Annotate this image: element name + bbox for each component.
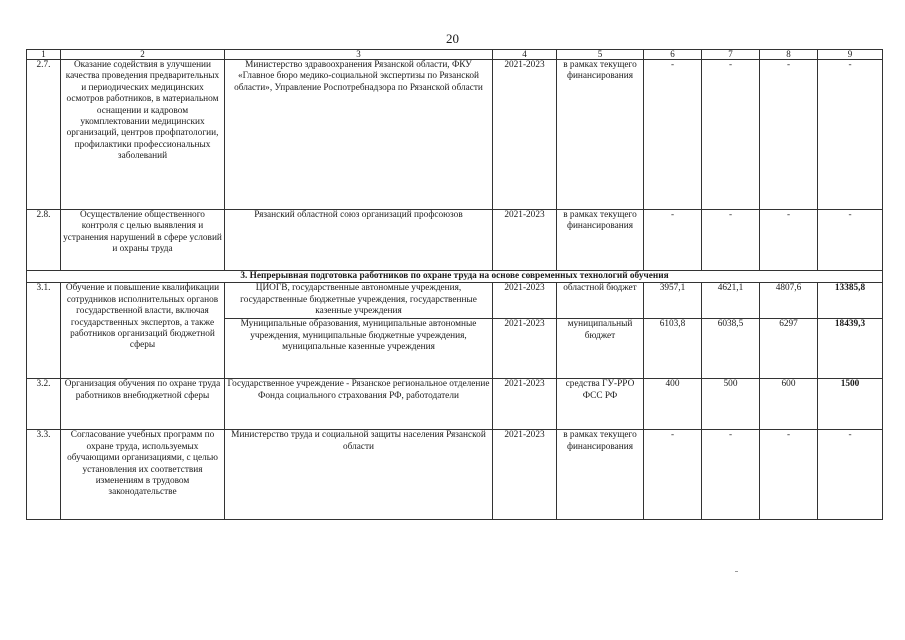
col-header-3: 3	[225, 50, 493, 60]
source-cell: в рамках текущего финансирования	[557, 430, 644, 520]
activity-cell: Организация обучения по охране труда работников внебюджетной сферы	[61, 379, 225, 430]
row-number: 3.1.	[27, 283, 61, 379]
scan-speck	[735, 571, 738, 572]
table-row	[27, 60, 883, 210]
value-cell: -	[644, 210, 702, 271]
value-cell: -	[818, 210, 883, 271]
executor-cell: Рязанский областной союз организаций профсоюзов	[225, 210, 493, 271]
period-cell: 2021-2023	[493, 283, 557, 319]
value-cell: -	[644, 430, 702, 520]
source-cell: в рамках текущего финансирования	[557, 210, 644, 271]
value-cell: -	[702, 430, 760, 520]
col-header-7: 7	[702, 50, 760, 60]
table-row	[27, 379, 883, 430]
value-cell: -	[760, 210, 818, 271]
header-row	[27, 50, 883, 60]
section-row	[27, 271, 883, 283]
executor-cell: Государственное учреждение - Рязанское региональное отделение Фонда социального страхования РФ, работодатели	[225, 379, 493, 430]
activity-cell: Обучение и повышение квалификации сотрудников исполнительных органов государственной власти, включая государственных экспертов, а также работников организаций бюджетной сферы	[61, 283, 225, 379]
value-cell: 4621,1	[702, 283, 760, 319]
value-cell: 400	[644, 379, 702, 430]
row-number: 3.3.	[27, 430, 61, 520]
col-header-8: 8	[760, 50, 818, 60]
value-cell: -	[818, 430, 883, 520]
row-number: 2.7.	[27, 60, 61, 210]
value-cell: -	[818, 60, 883, 210]
page-number: 20	[446, 31, 459, 46]
executor-cell: Министерство труда и социальной защиты населения Рязанской области	[225, 430, 493, 520]
table-row	[27, 210, 883, 271]
value-cell: -	[760, 430, 818, 520]
table-row	[27, 430, 883, 520]
total-cell: 1500	[818, 379, 883, 430]
col-header-9: 9	[818, 50, 883, 60]
activity-cell: Осуществление общественного контроля с целью выявления и устранения нарушений в сфере условий и охраны труда	[61, 210, 225, 271]
source-cell: средства ГУ-РРО ФСС РФ	[557, 379, 644, 430]
source-cell: областной бюджет	[557, 283, 644, 319]
col-header-2: 2	[61, 50, 225, 60]
row-number: 3.2.	[27, 379, 61, 430]
value-cell: -	[702, 210, 760, 271]
value-cell: 6103,8	[644, 319, 702, 379]
value-cell: 4807,6	[760, 283, 818, 319]
total-cell: 18439,3	[818, 319, 883, 379]
value-cell: 6038,5	[702, 319, 760, 379]
value-cell: 3957,1	[644, 283, 702, 319]
measures-table	[26, 49, 883, 520]
col-header-5: 5	[557, 50, 644, 60]
value-cell: -	[702, 60, 760, 210]
value-cell: 500	[702, 379, 760, 430]
value-cell: -	[644, 60, 702, 210]
period-cell: 2021-2023	[493, 319, 557, 379]
activity-cell: Оказание содействия в улучшении качества проведения предварительных и периодических медицинских осмотров работников, в материальном оснащении и кадровом укомплектовании медицинских организаций, центров профпатологии, профилактики профессиональных заболеваний	[61, 60, 225, 210]
period-cell: 2021-2023	[493, 379, 557, 430]
executor-cell: Муниципальные образования, муниципальные автономные учреждения, муниципальные бюджетные учреждения, муниципальные казенные учреждения	[225, 319, 493, 379]
col-header-1: 1	[27, 50, 61, 60]
period-cell: 2021-2023	[493, 210, 557, 271]
executor-cell: Министерство здравоохранения Рязанской области, ФКУ «Главное бюро медико-социальной экспертизы по Рязанской области», Управление Роспотребнадзора по Рязанской области	[225, 60, 493, 210]
row-number: 2.8.	[27, 210, 61, 271]
col-header-4: 4	[493, 50, 557, 60]
executor-cell: ЦИОГВ, государственные автономные учреждения, государственные бюджетные учреждения, государственные казенные учреждения	[225, 283, 493, 319]
value-cell: 6297	[760, 319, 818, 379]
value-cell: -	[760, 60, 818, 210]
section-heading: 3. Непрерывная подготовка работников по охране труда на основе современных технологий обучения	[27, 271, 883, 283]
period-cell: 2021-2023	[493, 430, 557, 520]
col-header-6: 6	[644, 50, 702, 60]
source-cell: муниципальный бюджет	[557, 319, 644, 379]
total-cell: 13385,8	[818, 283, 883, 319]
value-cell: 600	[760, 379, 818, 430]
source-cell: в рамках текущего финансирования	[557, 60, 644, 210]
period-cell: 2021-2023	[493, 60, 557, 210]
activity-cell: Согласование учебных программ по охране труда, используемых обучающими организациями, с целью установления их соответствия изменениям в трудовом законодательстве	[61, 430, 225, 520]
table-row	[27, 283, 883, 319]
